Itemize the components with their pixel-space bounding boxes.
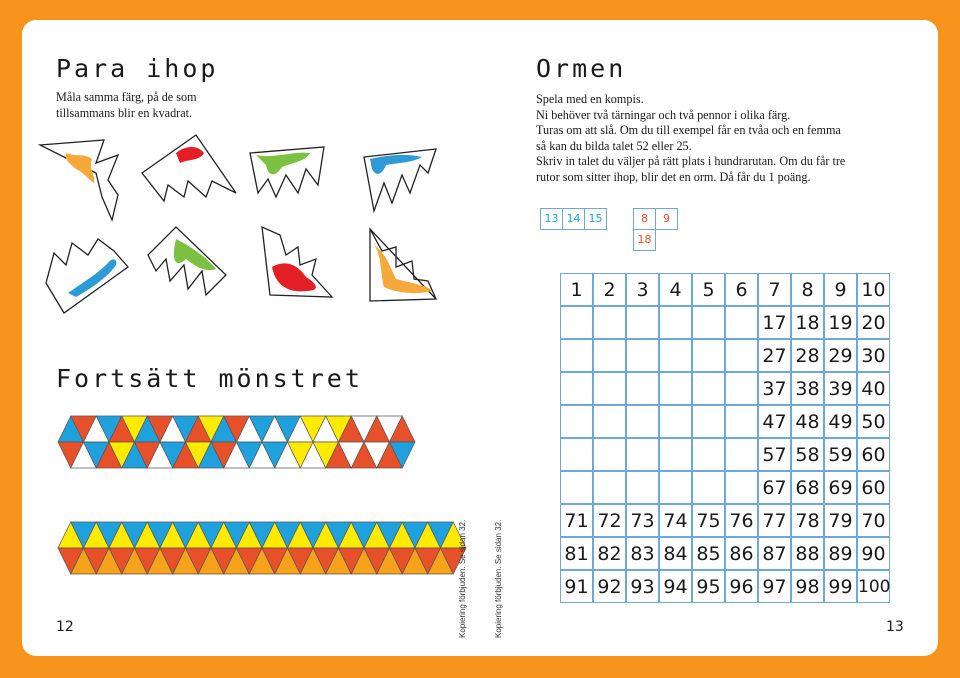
hundred-chart-cell[interactable]: 20: [857, 306, 890, 339]
hundred-chart-cell[interactable]: 2: [593, 273, 626, 306]
hundred-chart-cell[interactable]: 87: [758, 537, 791, 570]
hundred-chart-empty-cell[interactable]: [659, 372, 692, 405]
hundred-chart-empty-cell[interactable]: [626, 339, 659, 372]
hundred-chart-cell[interactable]: 70: [857, 504, 890, 537]
instruction-line: så kan du bilda talet 52 eller 25.: [536, 138, 692, 153]
fortsatt-monstret-title: Fortsätt mönstret: [56, 364, 363, 393]
hundred-chart-cell[interactable]: 69: [824, 471, 857, 504]
hundred-chart-cell[interactable]: 86: [725, 537, 758, 570]
hundred-chart-cell[interactable]: 6: [725, 273, 758, 306]
hundred-chart-empty-cell[interactable]: [659, 471, 692, 504]
para-ihop-instruction: Måla samma färg, på de som tillsammans blir en kvadrat.: [56, 90, 197, 120]
instruction-line: Ni behöver två tärningar och två pennor i olika färg.: [536, 107, 791, 122]
hundred-chart-empty-cell[interactable]: [725, 405, 758, 438]
hundred-chart-cell[interactable]: 83: [626, 537, 659, 570]
hundred-chart-cell[interactable]: 40: [857, 372, 890, 405]
instruction-line: Turas om att slå. Om du till exempel får en tvåa och en femma: [536, 123, 841, 138]
hundred-chart-empty-cell[interactable]: [593, 471, 626, 504]
hundred-chart-cell[interactable]: 75: [692, 504, 725, 537]
hundred-chart-empty-cell[interactable]: [626, 471, 659, 504]
hundred-chart-empty-cell[interactable]: [593, 339, 626, 372]
puzzle-piece-blue-top: [364, 149, 436, 211]
hundred-chart-cell[interactable]: 59: [824, 438, 857, 471]
ormen-title: Ormen: [536, 54, 627, 83]
hundred-chart-empty-cell[interactable]: [626, 372, 659, 405]
hundred-chart-cell[interactable]: 39: [824, 372, 857, 405]
hundred-chart-cell[interactable]: 60: [857, 438, 890, 471]
hundred-chart-empty-cell[interactable]: [725, 306, 758, 339]
puzzle-piece-orange-top: [40, 140, 118, 220]
hundred-chart: [560, 273, 890, 603]
hundred-chart-empty-cell[interactable]: [560, 306, 593, 339]
hundred-chart-empty-cell[interactable]: [560, 372, 593, 405]
hundred-chart-cell[interactable]: 48: [791, 405, 824, 438]
hundred-chart-cell[interactable]: 18: [791, 306, 824, 339]
puzzle-piece-blue-bottom: [46, 239, 128, 313]
puzzle-pieces: [36, 135, 476, 315]
puzzle-piece-orange-bottom: [370, 229, 436, 301]
example-cell: 9: [655, 208, 678, 230]
instruction-line: Spela med en kompis.: [536, 92, 644, 106]
hundred-chart-empty-cell[interactable]: [659, 438, 692, 471]
hundred-chart-cell[interactable]: 77: [758, 504, 791, 537]
hundred-chart-cell[interactable]: 3: [626, 273, 659, 306]
hundred-chart-empty-cell[interactable]: [659, 405, 692, 438]
hundred-chart-empty-cell[interactable]: [626, 438, 659, 471]
hundred-chart-cell[interactable]: 9: [824, 273, 857, 306]
hundred-chart-empty-cell[interactable]: [725, 372, 758, 405]
hundred-chart-cell[interactable]: 29: [824, 339, 857, 372]
hundred-chart-cell[interactable]: 57: [758, 438, 791, 471]
hundred-chart-empty-cell[interactable]: [593, 372, 626, 405]
hundred-chart-cell[interactable]: 93: [626, 570, 659, 603]
instruction-line: Skriv in talet du väljer på rätt plats i hundrarutan. Om du får tre: [536, 154, 846, 169]
hundred-chart-empty-cell[interactable]: [560, 339, 593, 372]
hundred-chart-cell[interactable]: 96: [725, 570, 758, 603]
right-copyright-note: Kopiering förbjuden. Se sidan 32.: [494, 519, 503, 638]
left-copyright-note: Kopiering förbjuden. Se sidan 32.: [458, 519, 467, 638]
hundred-chart-empty-cell[interactable]: [692, 372, 725, 405]
hundred-chart-cell[interactable]: 60: [857, 471, 890, 504]
hundred-chart-cell[interactable]: 79: [824, 504, 857, 537]
hundred-chart-empty-cell[interactable]: [593, 438, 626, 471]
hundred-chart-cell[interactable]: 27: [758, 339, 791, 372]
hundred-chart-cell[interactable]: 100: [857, 570, 890, 603]
example-cell: 15: [584, 208, 607, 230]
hundred-chart-empty-cell[interactable]: [692, 306, 725, 339]
hundred-chart-cell[interactable]: 49: [824, 405, 857, 438]
hundred-chart-cell[interactable]: 99: [824, 570, 857, 603]
hundred-chart-cell[interactable]: 73: [626, 504, 659, 537]
hundred-chart-cell[interactable]: 85: [692, 537, 725, 570]
hundred-chart-cell[interactable]: 88: [791, 537, 824, 570]
hundred-chart-empty-cell[interactable]: [659, 306, 692, 339]
right-page-number: 13: [886, 619, 904, 635]
hundred-chart-cell[interactable]: 38: [791, 372, 824, 405]
hundred-chart-cell[interactable]: 47: [758, 405, 791, 438]
hundred-chart-empty-cell[interactable]: [692, 471, 725, 504]
hundred-chart-cell[interactable]: 37: [758, 372, 791, 405]
hundred-chart-empty-cell[interactable]: [626, 306, 659, 339]
hundred-chart-cell[interactable]: 8: [791, 273, 824, 306]
hundred-chart-empty-cell[interactable]: [725, 438, 758, 471]
hundred-chart-empty-cell[interactable]: [593, 405, 626, 438]
hundred-chart-empty-cell[interactable]: [659, 339, 692, 372]
hundred-chart-cell[interactable]: 10: [857, 273, 890, 306]
hundred-chart-cell[interactable]: 19: [824, 306, 857, 339]
hundred-chart-cell[interactable]: 98: [791, 570, 824, 603]
ormen-instructions: [536, 92, 845, 186]
hundred-chart-cell[interactable]: 7: [758, 273, 791, 306]
hundred-chart-cell[interactable]: 5: [692, 273, 725, 306]
triangle-pattern-2: [58, 522, 438, 582]
hundred-chart-cell[interactable]: 30: [857, 339, 890, 372]
puzzle-piece-green-bottom: [148, 227, 226, 295]
hundred-chart-empty-cell[interactable]: [692, 438, 725, 471]
hundred-chart-empty-cell[interactable]: [560, 471, 593, 504]
hundred-chart-cell[interactable]: 17: [758, 306, 791, 339]
hundred-chart-cell[interactable]: 50: [857, 405, 890, 438]
hundred-chart-cell[interactable]: 28: [791, 339, 824, 372]
example-cell: 14: [562, 208, 585, 230]
hundred-chart-cell[interactable]: 72: [593, 504, 626, 537]
hundred-chart-cell[interactable]: 74: [659, 504, 692, 537]
hundred-chart-cell[interactable]: 67: [758, 471, 791, 504]
hundred-chart-cell[interactable]: 81: [560, 537, 593, 570]
hundred-chart-empty-cell[interactable]: [725, 471, 758, 504]
hundred-chart-cell[interactable]: 92: [593, 570, 626, 603]
hundred-chart-cell[interactable]: 71: [560, 504, 593, 537]
puzzle-piece-green-top: [250, 147, 324, 197]
hundred-chart-cell[interactable]: 78: [791, 504, 824, 537]
hundred-chart-cell[interactable]: 76: [725, 504, 758, 537]
example-cell: 13: [540, 208, 563, 230]
hundred-chart-cell[interactable]: 58: [791, 438, 824, 471]
hundred-chart-cell[interactable]: 90: [857, 537, 890, 570]
triangle-pattern-1: [58, 416, 438, 476]
hundred-chart-empty-cell[interactable]: [560, 438, 593, 471]
hundred-chart-cell[interactable]: 89: [824, 537, 857, 570]
hundred-chart-empty-cell[interactable]: [593, 306, 626, 339]
hundred-chart-cell[interactable]: 82: [593, 537, 626, 570]
instruction-line: rutor som sitter ihop, blir det en orm. Då får du 1 poäng.: [536, 169, 811, 184]
left-page-number: 12: [56, 619, 74, 635]
example-cell: 8: [633, 208, 656, 230]
hundred-chart-cell[interactable]: 97: [758, 570, 791, 603]
hundred-chart-cell[interactable]: 4: [659, 273, 692, 306]
hundred-chart-empty-cell[interactable]: [725, 339, 758, 372]
hundred-chart-empty-cell[interactable]: [626, 405, 659, 438]
hundred-chart-empty-cell[interactable]: [692, 405, 725, 438]
hundred-chart-empty-cell[interactable]: [692, 339, 725, 372]
para-ihop-title: Para ihop: [56, 54, 219, 83]
hundred-chart-empty-cell[interactable]: [560, 405, 593, 438]
puzzle-piece-red-top: [142, 135, 236, 201]
hundred-chart-cell[interactable]: 68: [791, 471, 824, 504]
hundred-chart-cell[interactable]: 1: [560, 273, 593, 306]
hundred-chart-cell[interactable]: 84: [659, 537, 692, 570]
example-cell: 18: [633, 229, 656, 251]
hundred-chart-cell[interactable]: 94: [659, 570, 692, 603]
hundred-chart-cell[interactable]: 91: [560, 570, 593, 603]
puzzle-piece-red-bottom: [262, 227, 332, 297]
hundred-chart-cell[interactable]: 95: [692, 570, 725, 603]
